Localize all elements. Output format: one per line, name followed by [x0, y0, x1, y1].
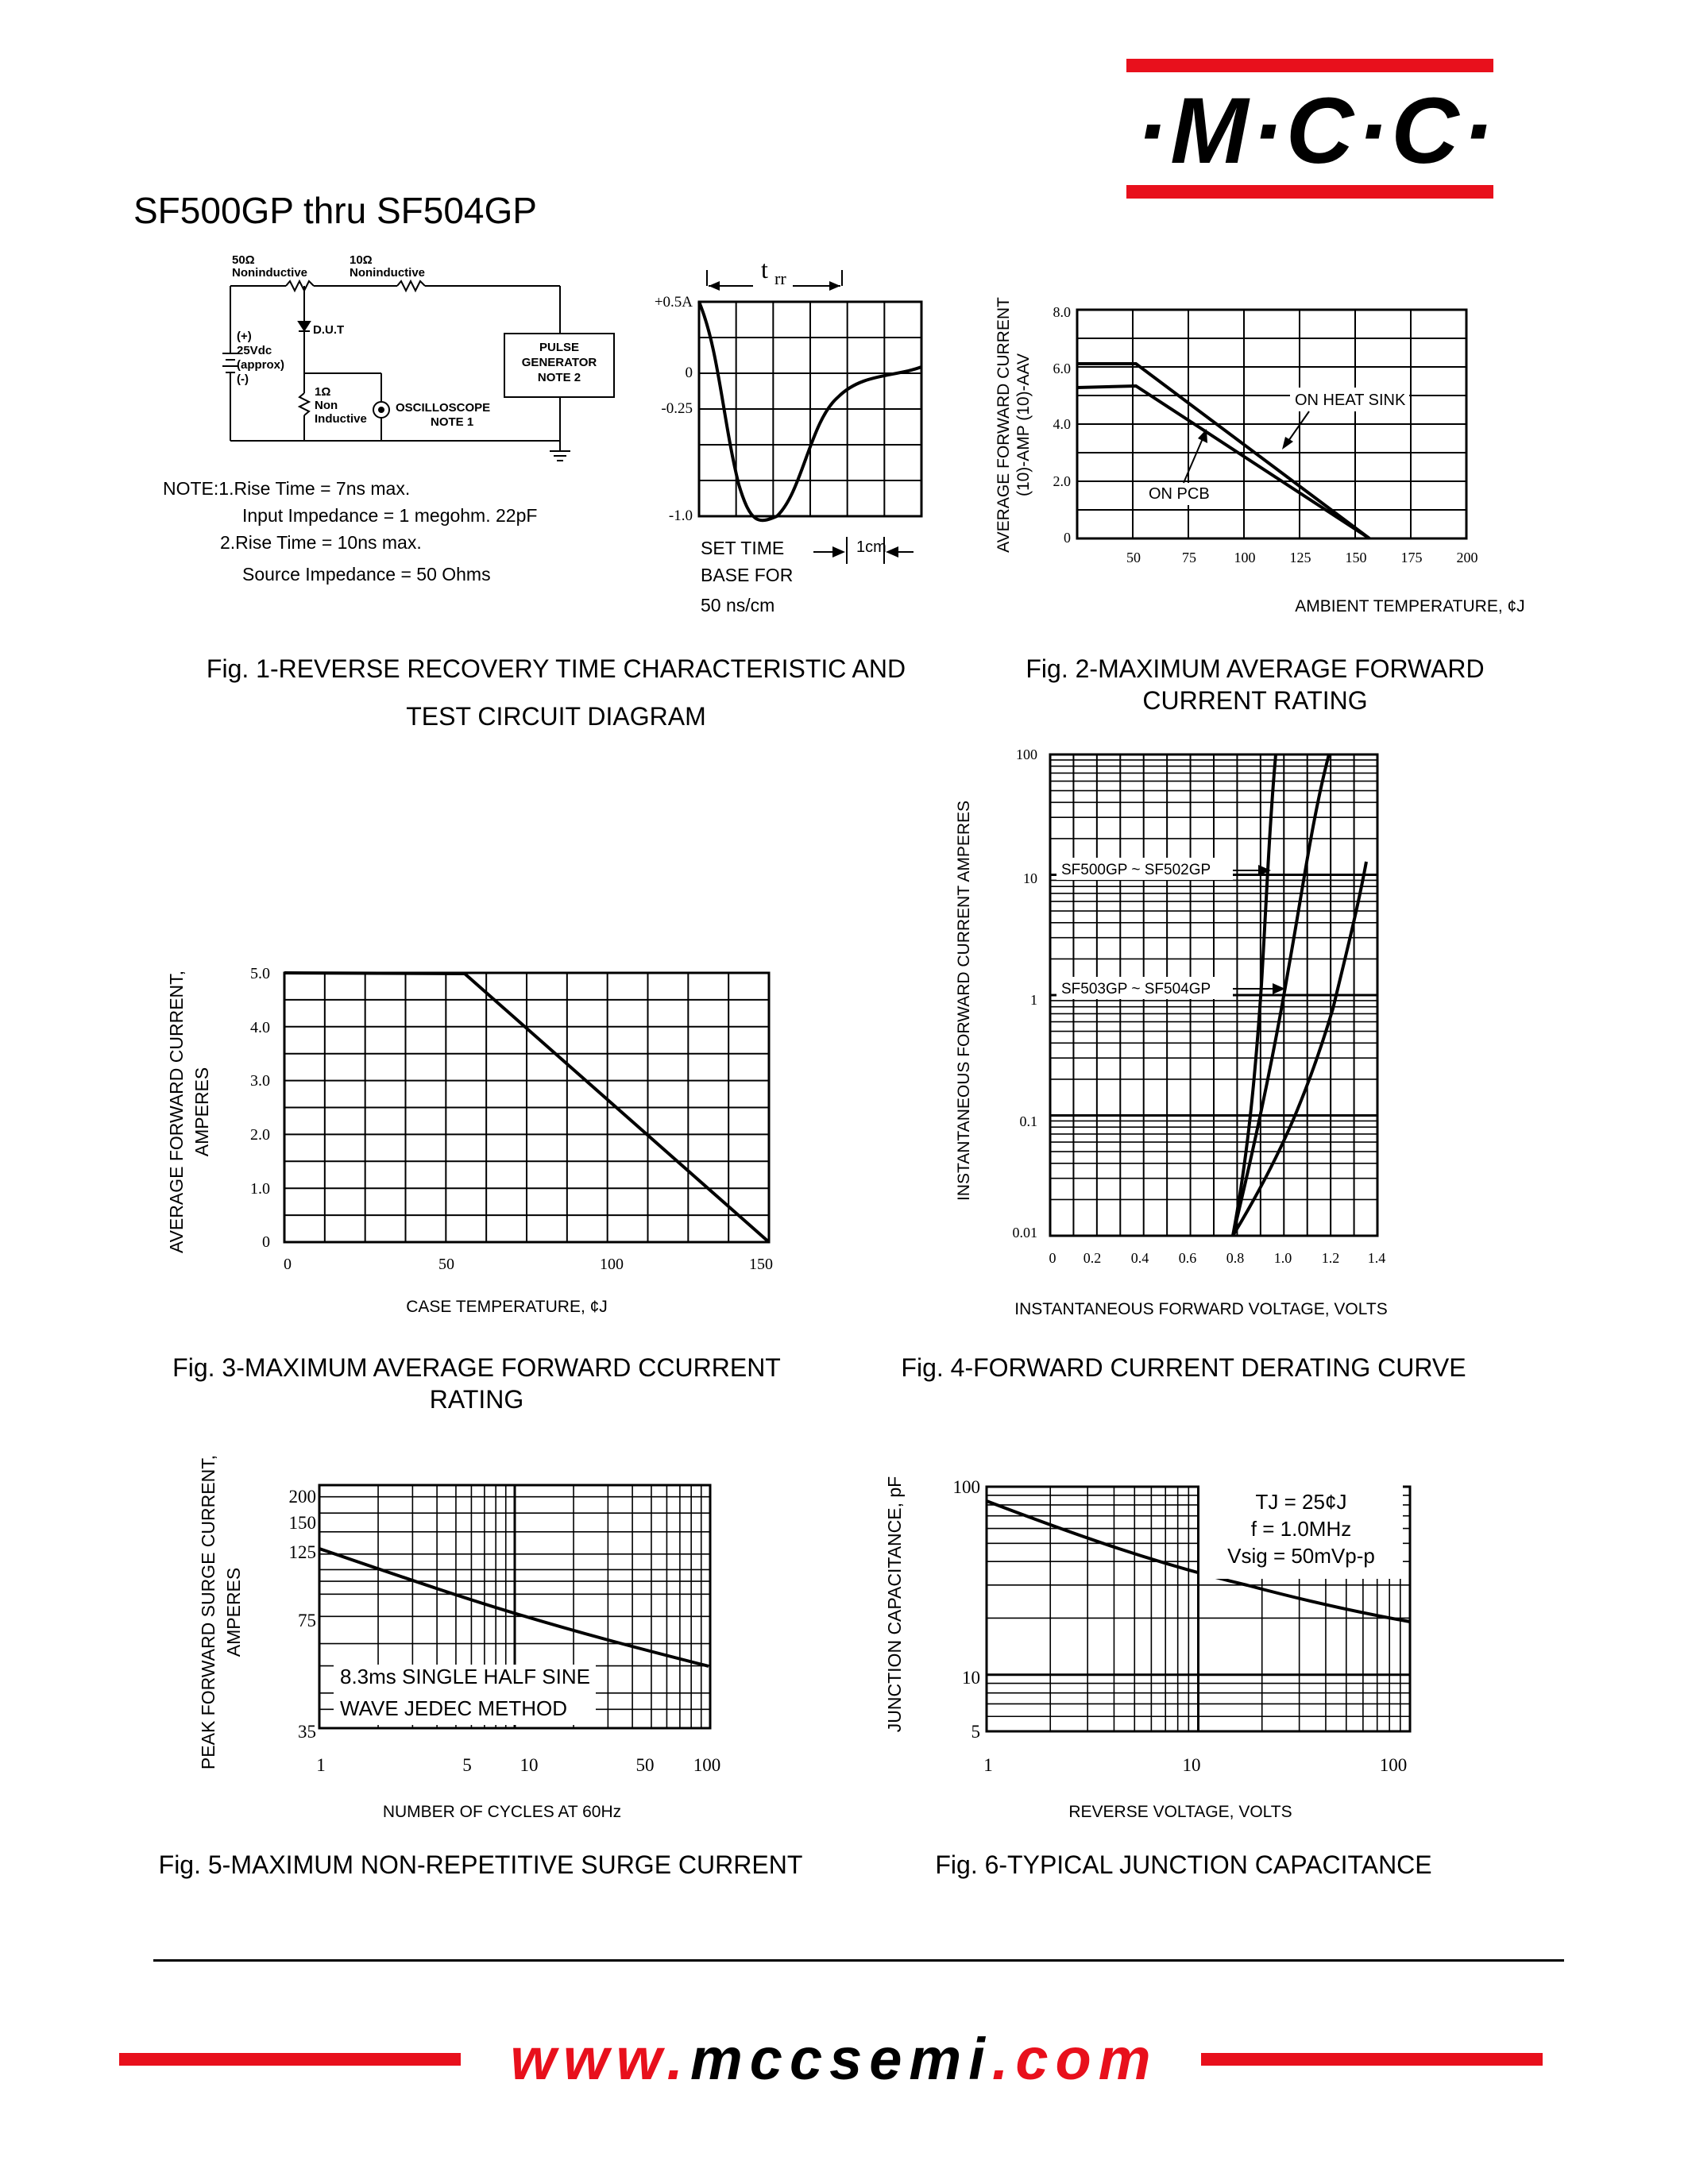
wave-y-0: 0: [685, 365, 693, 381]
f5-xlabel: NUMBER OF CYCLES AT 60Hz: [382, 1803, 622, 1821]
settime-2: BASE FOR: [701, 565, 794, 585]
f4-y-10: 10: [1023, 870, 1037, 886]
fig5-caption-1: Fig. 5-MAXIMUM NON-REPETITIVE SURGE CURRENT: [158, 1850, 803, 1879]
wave-y-m025: -0.25: [661, 400, 693, 417]
fig2-caption-2: CURRENT RATING: [1142, 686, 1368, 715]
src-approx: (approx): [237, 358, 284, 372]
url-domain: mccsemi: [690, 2026, 992, 2092]
f5-ylabel-2: AMPERES: [223, 1567, 244, 1657]
fig1-waveform: [643, 254, 977, 627]
f2-y-6: 6.0: [1053, 361, 1071, 376]
f3-y-1: 1.0: [250, 1180, 270, 1198]
pulse-gen-1: PULSE: [539, 341, 580, 354]
f3-y-3: 3.0: [250, 1072, 270, 1090]
note-2b: Source Impedance = 50 Ohms: [242, 564, 491, 585]
footer-bar-left: [119, 2053, 461, 2066]
fig3-caption-2: RATING: [429, 1385, 524, 1414]
footer-bar-right: [1201, 2053, 1543, 2066]
r50-note: Noninductive: [232, 266, 308, 280]
fig1-caption-2: TEST CIRCUIT DIAGRAM: [406, 702, 706, 731]
f3-y-0: 0: [262, 1233, 270, 1251]
f6-x-100: 100: [1379, 1755, 1408, 1775]
f5-x-100: 100: [693, 1755, 721, 1775]
url-www: www.: [510, 2026, 690, 2092]
f5-ylabel-1: PEAK FORWARD SURGE CURRENT,: [198, 1454, 218, 1770]
note-2: 2.Rise Time = 10ns max.: [220, 532, 422, 553]
f6-ann-1: TJ = 25¢J: [1255, 1490, 1347, 1514]
f5-y-75: 75: [298, 1611, 316, 1630]
note-1b: Input Impedance = 1 megohm. 22pF: [242, 505, 538, 526]
fig3-caption-1: Fig. 3-MAXIMUM AVERAGE FORWARD CCURRENT: [172, 1353, 781, 1382]
fig5-chart: [183, 1437, 786, 1819]
curve-fwd-3: [1233, 862, 1366, 1236]
f2-x-75: 75: [1182, 550, 1196, 565]
f3-y-4: 4.0: [250, 1019, 270, 1036]
fig1-notes: [163, 475, 537, 588]
note-1: NOTE:1.Rise Time = 7ns max.: [163, 478, 411, 499]
f4-ann-1: SF500GP ~ SF502GP: [1061, 862, 1211, 878]
f4-xlabel: INSTANTANEOUS FORWARD VOLTAGE, VOLTS: [1014, 1300, 1388, 1318]
f5-ann-1: 8.3ms SINGLE HALF SINE: [340, 1665, 590, 1688]
f5-y-200: 200: [288, 1487, 316, 1507]
r1-inductive: Inductive: [315, 412, 367, 426]
f3-y-5: 5.0: [250, 965, 270, 982]
fig4-caption-1: Fig. 4-FORWARD CURRENT DERATING CURVE: [901, 1353, 1466, 1382]
f3-x-50: 50: [438, 1256, 454, 1273]
f3-y-2: 2.0: [250, 1126, 270, 1144]
header-bar-top: [1126, 59, 1493, 72]
f2-x-175: 175: [1400, 550, 1423, 565]
dut-label: D.U.T: [313, 323, 345, 337]
f5-x-1: 1: [316, 1755, 326, 1775]
r1-label: 1Ω: [315, 385, 331, 399]
f2-ylabel-2: (10)-AMP (10)-AAV: [1014, 353, 1033, 497]
f4-x-02: 0.2: [1083, 1250, 1102, 1266]
r10-label: 10Ω: [350, 253, 373, 267]
f2-y-2: 2.0: [1053, 473, 1071, 489]
f4-x-10: 1.0: [1273, 1250, 1292, 1266]
settime-1: SET TIME: [701, 538, 785, 558]
f2-ann-heat: ON HEAT SINK: [1295, 392, 1406, 409]
footer-rule: [153, 1959, 1564, 1962]
f5-y-125: 125: [288, 1542, 316, 1562]
fig1-caption-1: Fig. 1-REVERSE RECOVERY TIME CHARACTERISTIC AND: [206, 654, 906, 683]
wave-y-m1: -1.0: [668, 507, 693, 524]
fig1-test-circuit: [214, 246, 691, 477]
f2-x-125: 125: [1289, 550, 1311, 565]
f6-ann-2: f = 1.0MHz: [1250, 1517, 1352, 1541]
trr-label: t: [761, 255, 768, 284]
f4-x-06: 0.6: [1178, 1250, 1197, 1266]
f5-ann-2: WAVE JEDEC METHOD: [340, 1696, 568, 1720]
f6-x-1: 1: [983, 1755, 993, 1775]
f6-y-10: 10: [962, 1668, 980, 1688]
f3-xlabel: CASE TEMPERATURE, ¢J: [406, 1298, 608, 1316]
url-com: .com: [991, 2026, 1158, 2092]
r1-non: Non: [315, 399, 338, 412]
f4-x-04: 0.4: [1130, 1250, 1149, 1266]
f2-ann-pcb: ON PCB: [1149, 485, 1210, 503]
f6-y-100: 100: [952, 1477, 980, 1497]
f2-y-4: 4.0: [1053, 416, 1071, 432]
src-minus: (-): [237, 372, 249, 386]
osc-note: NOTE 1: [431, 415, 474, 429]
f4-x-14: 1.4: [1367, 1250, 1386, 1266]
f4-ylabel: INSTANTANEOUS FORWARD CURRENT AMPERES: [955, 800, 973, 1202]
pulse-gen-3: NOTE 2: [537, 371, 581, 384]
f6-x-10: 10: [1182, 1755, 1201, 1775]
src-voltage: 25Vdc: [237, 344, 272, 357]
fig6-chart: [874, 1445, 1430, 1827]
f2-x-150: 150: [1345, 550, 1367, 565]
f4-ann-2: SF503GP ~ SF504GP: [1061, 981, 1211, 997]
osc-label: OSCILLOSCOPE: [396, 401, 491, 415]
f4-x-08: 0.8: [1226, 1250, 1245, 1266]
f4-y-01: 0.1: [1019, 1113, 1037, 1129]
f2-xlabel: AMBIENT TEMPERATURE, ¢J: [1295, 597, 1525, 615]
f2-x-200: 200: [1456, 550, 1478, 565]
f6-ann-3: Vsig = 50mVp-p: [1227, 1544, 1375, 1568]
r50-label: 50Ω: [232, 253, 255, 267]
f4-y-100: 100: [1016, 747, 1037, 762]
src-plus: (+): [237, 330, 252, 343]
fig2-caption-1: Fig. 2-MAXIMUM AVERAGE FORWARD: [1026, 654, 1485, 683]
f5-x-10: 10: [520, 1755, 539, 1775]
fig4-chart: [945, 747, 1501, 1318]
pulse-gen-2: GENERATOR: [521, 356, 597, 369]
f3-ylabel-1: AVERAGE FORWARD CURRENT,: [166, 970, 187, 1254]
fig2-chart: [985, 270, 1525, 635]
f3-x-100: 100: [600, 1256, 624, 1273]
r10-note: Noninductive: [350, 266, 426, 280]
f2-x-50: 50: [1126, 550, 1141, 565]
f5-x-5: 5: [462, 1755, 472, 1775]
wave-y-plus05: +0.5A: [654, 294, 693, 311]
header-bar-bottom: [1126, 185, 1493, 199]
f4-x-12: 1.2: [1321, 1250, 1340, 1266]
f5-y-35: 35: [298, 1722, 316, 1742]
f2-y-8: 8.0: [1053, 304, 1071, 320]
settime-3: 50 ns/cm: [701, 595, 775, 615]
f3-x-0: 0: [284, 1256, 292, 1273]
f2-x-100: 100: [1234, 550, 1256, 565]
page-title: SF500GP thru SF504GP: [133, 190, 537, 231]
f4-y-1: 1: [1030, 992, 1037, 1008]
mcc-logo: ·M·C·C·: [1136, 79, 1497, 183]
cm-label: 1cm: [856, 538, 886, 556]
f6-y-5: 5: [971, 1722, 980, 1742]
f4-y-001: 0.01: [1012, 1225, 1037, 1241]
footer-url: [477, 2024, 1192, 2095]
f3-ylabel-2: AMPERES: [191, 1067, 212, 1157]
f3-x-150: 150: [749, 1256, 773, 1273]
f5-x-50: 50: [635, 1755, 655, 1775]
fig3-chart: [159, 945, 794, 1316]
fig6-caption-1: Fig. 6-TYPICAL JUNCTION CAPACITANCE: [935, 1850, 1432, 1879]
f6-ylabel: JUNCTION CAPACITANCE, pF: [884, 1476, 905, 1733]
f2-y-0: 0: [1064, 530, 1071, 546]
f6-xlabel: REVERSE VOLTAGE, VOLTS: [1068, 1803, 1292, 1821]
f2-ylabel-1: AVERAGE FORWARD CURRENT: [995, 297, 1013, 553]
f4-x-0: 0: [1049, 1250, 1056, 1266]
f5-y-150: 150: [288, 1513, 316, 1533]
trr-sub: rr: [774, 268, 786, 288]
